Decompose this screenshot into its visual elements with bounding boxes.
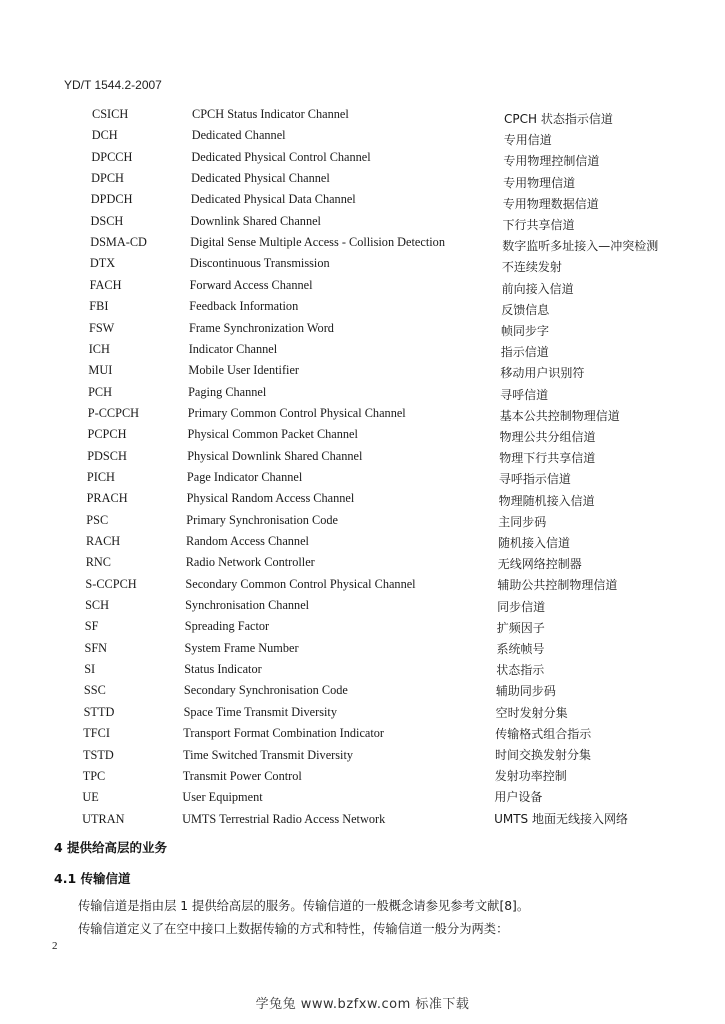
abbreviation-chinese: 寻呼指示信道 [498,472,571,487]
abbreviation-term: TPC [82,768,106,783]
abbreviation-term: SF [84,619,99,634]
abbreviation-term: STTD [83,704,115,719]
abbreviation-row [90,275,620,295]
abbreviation-chinese: 物理公共分组信道 [499,430,596,444]
abbreviation-chinese: 同步信道 [497,599,546,614]
abbreviation-chinese: 帧同步字 [501,324,550,338]
abbreviation-term: DPDCH [90,192,133,207]
abbreviation-row [85,574,620,594]
section-4-heading: 4 提供给高层的业务 [54,840,168,855]
abbreviation-english: Forward Access Channel [189,277,313,292]
abbreviation-term: RACH [86,534,121,548]
abbreviation-chinese: 无线网络控制器 [497,557,582,572]
abbreviation-row [88,403,620,423]
abbreviation-row [83,745,620,765]
abbreviation-english: Feedback Information [189,299,299,314]
abbreviation-chinese: 专用物理信道 [503,175,576,190]
abbreviation-row [91,125,620,148]
abbreviation-row [90,232,659,254]
abbreviation-chinese: 数字监听多址接入—冲突检测 [502,239,659,254]
abbreviation-term: CSICH [92,107,129,121]
abbreviation-row [87,446,620,466]
abbreviation-chinese: 辅助同步码 [495,684,556,699]
abbreviation-chinese: 移动用户识别符 [500,366,585,381]
abbreviation-english: Transport Format Combination Indicator [183,726,385,741]
abbreviation-chinese: 反馈信息 [501,302,550,317]
abbreviation-english: Secondary Synchronisation Code [183,683,348,698]
abbreviation-term: UTRAN [82,811,125,826]
abbreviation-chinese: 专用物理控制信道 [503,154,600,169]
abbreviation-term: DSMA-CD [90,235,147,250]
abbreviation-term: SCH [85,598,110,613]
abbreviation-term: S-CCPCH [85,576,137,591]
abbreviation-term: PDSCH [87,448,127,463]
abbreviation-chinese: 随机接入信道 [498,536,571,550]
abbreviation-term: RNC [85,555,111,570]
abbreviation-row [84,659,620,679]
abbreviation-row [88,424,621,444]
abbreviation-chinese: 前向接入信道 [501,281,574,296]
abbreviation-chinese: 状态指示 [496,663,545,678]
abbreviation-term: TFCI [83,726,110,741]
abbreviation-english: Discontinuous Transmission [189,256,330,271]
abbreviation-chinese: CPCH 状态指示信道 [504,112,613,126]
abbreviation-chinese: 寻呼信道 [500,387,549,402]
abbreviation-row [86,510,620,530]
abbreviation-english: Dedicated Channel [191,128,286,143]
abbreviation-term: UE [82,790,99,805]
abbreviation-chinese: 不连续发射 [501,260,562,275]
abbreviation-row [85,595,620,615]
abbreviation-chinese: 扩频因子 [496,620,545,635]
abbreviation-english: Space Time Transmit Diversity [183,704,337,719]
abbreviation-row [91,211,621,231]
abbreviation-term: SFN [84,640,108,655]
abbreviation-row [91,189,620,209]
abbreviation-row [84,680,620,700]
footer-watermark: 学兔兔 www.bzfxw.com 标准下载 [255,997,470,1012]
abbreviation-english: CPCH Status Indicator Channel [192,107,349,121]
abbreviation-chinese: 用户设备 [494,790,543,805]
abbreviation-english: UMTS Terrestrial Radio Access Network [182,811,386,826]
abbreviation-row [87,467,620,487]
abbreviation-english: Frame Synchronization Word [189,320,334,335]
abbreviation-english: System Frame Number [184,640,299,655]
abbreviation-english: Physical Random Access Channel [186,491,355,506]
page-number: 2 [52,940,58,952]
abbreviation-chinese: 专用物理数据信道 [502,196,599,211]
section-4-1-heading: 4.1 传输信道 [54,871,131,886]
abbreviation-term: DPCH [91,171,124,186]
abbreviation-english: Mobile User Identifier [188,363,300,378]
abbreviation-row [85,638,621,658]
abbreviation-row [89,296,620,316]
abbreviation-row [88,360,620,380]
abbreviation-chinese: 下行共享信道 [502,218,575,232]
abbreviation-row [86,531,620,551]
abbreviation-row [88,382,620,402]
abbreviation-term: ICH [88,341,110,356]
abbreviation-chinese: 辅助公共控制物理信道 [497,578,618,593]
abbreviation-chinese: 空时发射分集 [495,705,568,720]
abbreviation-chinese: 专用信道 [503,133,552,148]
abbreviation-term: DSCH [90,213,124,228]
abbreviation-row [87,488,620,508]
abbreviation-row [84,702,620,722]
abbreviation-term: SSC [83,683,106,698]
document-code-header: YD/T 1544.2-2007 [64,78,162,92]
abbreviation-term: P-CCPCH [87,405,140,420]
abbreviation-english: Dedicated Physical Control Channel [191,149,371,164]
abbreviation-row [85,616,620,636]
abbreviation-english: User Equipment [182,790,263,805]
abbreviation-term: FBI [89,299,109,314]
abbreviation-term: PSC [86,512,109,527]
abbreviation-term: PCPCH [87,427,127,442]
abbreviation-english: Status Indicator [184,662,262,677]
abbreviation-english: Synchronisation Channel [185,598,310,613]
paragraph-1: 传输信道是指由层 1 提供给高层的服务。传输信道的一般概念请参见参考文献[8]。 [78,899,530,913]
abbreviation-row [82,809,628,829]
abbreviation-chinese: UMTS 地面无线接入网络 [494,811,628,826]
abbreviation-english: Physical Downlink Shared Channel [187,448,363,463]
abbreviation-english: Random Access Channel [186,534,309,548]
abbreviation-chinese: 基本公共控制物理信道 [499,408,620,423]
abbreviation-term: PICH [86,469,115,484]
abbreviation-english: Page Indicator Channel [186,469,303,484]
abbreviation-chinese: 发射功率控制 [494,769,567,784]
abbreviation-term: PCH [88,384,113,399]
abbreviation-row [92,104,620,124]
abbreviation-row [86,552,620,572]
abbreviation-term: DCH [91,128,118,143]
abbreviation-english: Radio Network Controller [185,555,315,570]
abbreviation-chinese: 传输格式组合指示 [495,726,592,741]
abbreviation-english: Dedicated Physical Data Channel [190,192,356,207]
abbreviation-english: Indicator Channel [188,341,278,356]
abbreviation-row [91,147,620,167]
paragraph-2: 传输信道定义了在空中接口上数据传输的方式和特性，传输信道一般分为两类： [78,922,509,936]
abbreviation-english: Paging Channel [188,384,267,399]
abbreviation-term: DTX [89,256,116,271]
abbreviation-chinese: 物理下行共享信道 [499,451,596,466]
abbreviation-term: FSW [89,320,115,335]
abbreviation-row [83,723,620,743]
abbreviation-chinese: 系统帧号 [496,642,545,656]
abbreviation-chinese: 指示信道 [500,345,549,360]
abbreviation-chinese: 主同步码 [498,514,547,529]
abbreviation-term: MUI [88,363,113,378]
abbreviation-row [89,339,620,359]
abbreviation-english: Spreading Factor [184,619,270,634]
abbreviation-row [89,318,620,338]
abbreviation-english: Transmit Power Control [182,768,302,783]
abbreviation-english: Digital Sense Multiple Access - Collision Detection [190,235,445,250]
abbreviation-term: DPCCH [91,149,133,164]
abbreviation-english: Downlink Shared Channel [190,213,321,228]
abbreviation-english: Physical Common Packet Channel [187,427,358,442]
abbreviation-chinese: 物理随机接入信道 [498,493,595,508]
abbreviation-term: FACH [89,277,122,292]
abbreviation-term: TSTD [83,747,114,762]
abbreviation-term: PRACH [86,491,128,506]
abbreviation-english: Primary Synchronisation Code [186,512,338,527]
abbreviation-english: Dedicated Physical Channel [191,171,330,186]
abbreviation-term: SI [84,662,96,677]
abbreviation-english: Secondary Common Control Physical Channel [185,576,416,591]
abbreviation-chinese: 时间交换发射分集 [495,748,592,762]
abbreviation-row [90,253,620,273]
abbreviation-english: Primary Common Control Physical Channel [187,405,406,420]
abbreviation-english: Time Switched Transmit Diversity [183,747,354,762]
abbreviation-row [82,787,620,807]
abbreviation-row [91,168,620,188]
abbreviation-row [83,766,620,786]
